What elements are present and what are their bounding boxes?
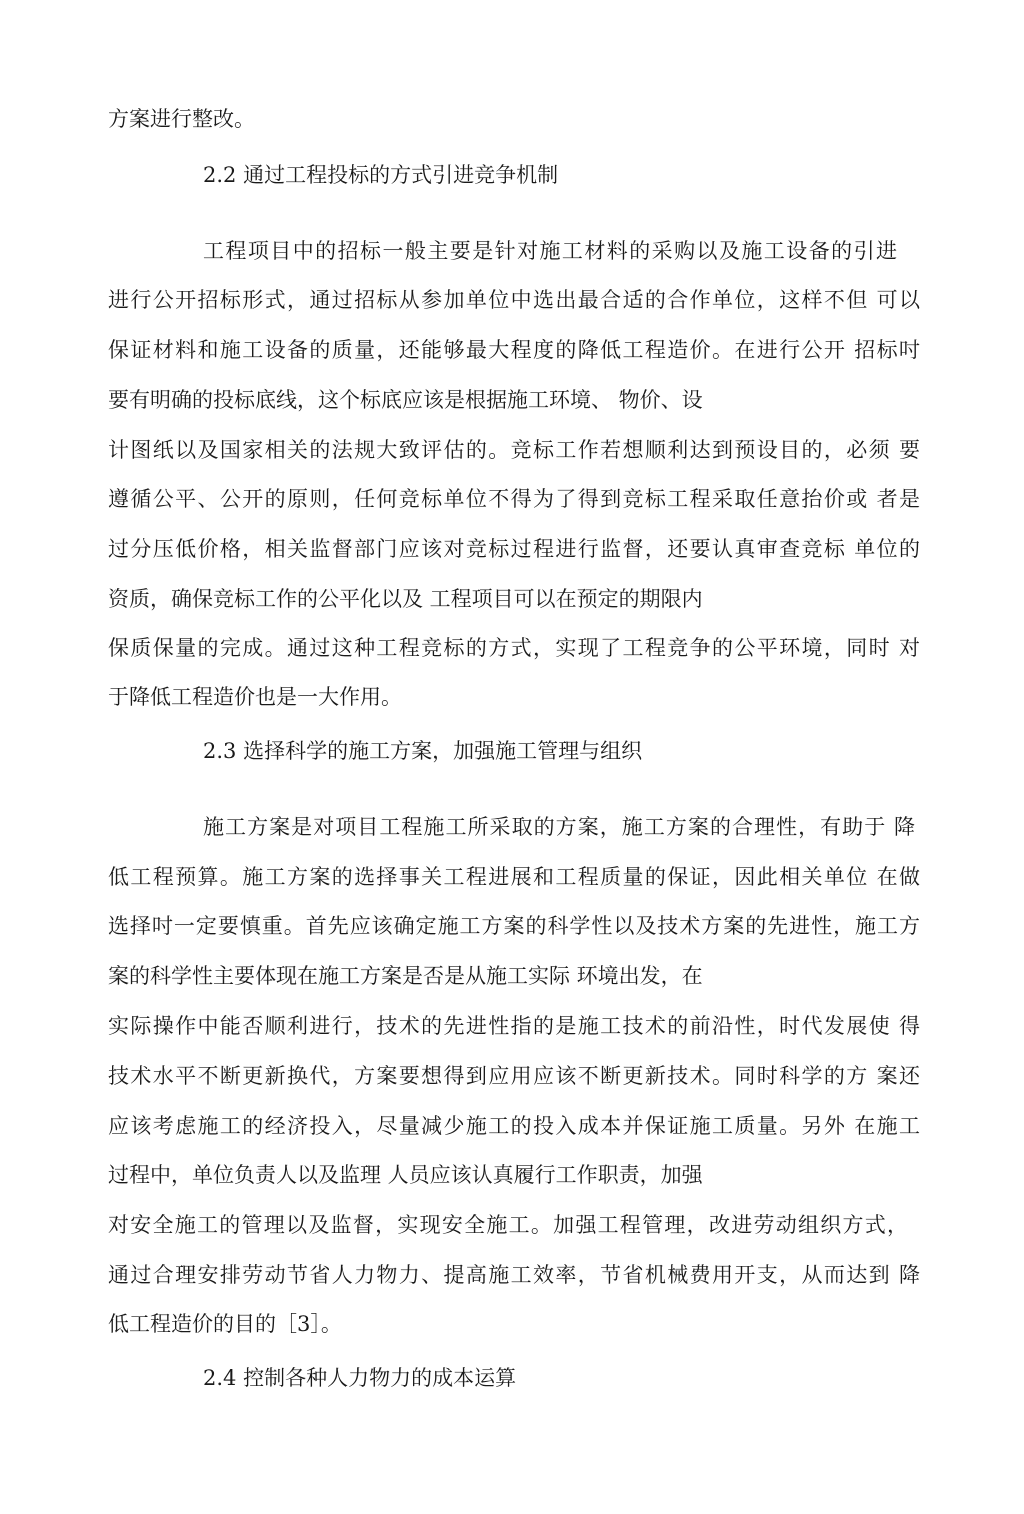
paragraph-line: 计图纸以及国家相关的法规大致评估的。竞标工作若想顺利达到预设目的，必须 要 <box>108 438 920 462</box>
paragraph-line: 实际操作中能否顺利进行，技术的先进性指的是施工技术的前沿性，时代发展使 得 <box>108 1014 920 1038</box>
paragraph-line: 要有明确的投标底线，这个标底应该是根据施工环境、 物价、设 <box>108 388 703 412</box>
paragraph-line: 低工程预算。施工方案的选择事关工程进展和工程质量的保证，因此相关单位 在做 <box>108 865 920 889</box>
paragraph-line: 保质保量的完成。通过这种工程竞标的方式，实现了工程竞争的公平环境，同时 对 <box>108 636 920 660</box>
paragraph-line: 选择吋一定要慎重。首先应该确定施工方案的科学性以及技术方案的先进性，施工方 <box>108 914 920 938</box>
paragraph-line: 保证材料和施工设备的质量，还能够最大程度的降低工程造价。在进行公开 招标吋 <box>108 338 920 362</box>
paragraph-line: 进行公开招标形式，通过招标从参加单位中选出最合适的合作单位，这样不但 可以 <box>108 288 920 312</box>
paragraph-line: 过分压低价格，相关监督部门应该对竞标过程进行监督，还要认真审查竞标 单位的 <box>108 537 920 561</box>
section-heading-2-2: 2.2 通过工程投标的方式引进竞争机制 <box>203 163 559 187</box>
paragraph-line: 于降低工程造价也是一大作用。 <box>108 685 402 709</box>
paragraph-line: 通过合理安排劳动节省人力物力、提高施工效率，节省机械费用开支，从而达到 降 <box>108 1263 920 1287</box>
paragraph-line: 方案进行整改。 <box>108 107 255 131</box>
paragraph-line: 低工程造价的目的［3］。 <box>108 1312 342 1336</box>
paragraph-line: 工程项目中的招标一般主要是针对施工材料的采购以及施工设备的引进 <box>203 239 897 263</box>
paragraph-line: 资质，确保竞标工作的公平化以及 工程项目可以在预定的期限内 <box>108 587 703 611</box>
paragraph-line: 案的科学性主要体现在施工方案是否是从施工实际 环境出发，在 <box>108 964 703 988</box>
paragraph-line: 对安全施工的管理以及监督，实现安全施工。加强工程管理，改进劳动组织方式， <box>108 1213 908 1237</box>
paragraph-line: 应该考虑施工的经济投入，尽量减少施工的投入成本并保证施工质量。另外 在施工 <box>108 1114 920 1138</box>
paragraph-line: 过程中，单位负责人以及监理 人员应该认真履行工作职责，加强 <box>108 1163 703 1187</box>
paragraph-line: 施工方案是对项目工程施工所采取的方案，施工方案的合理性，有助于 降 <box>203 815 915 839</box>
paragraph-line: 技术水平不断更新换代，方案要想得到应用应该不断更新技术。同时科学的方 案还 <box>108 1064 920 1088</box>
section-heading-2-4: 2.4 控制各种人力物力的成本运算 <box>203 1366 517 1390</box>
paragraph-line: 遵循公平、公开的原则，任何竞标单位不得为了得到竞标工程采取任意抬价或 者是 <box>108 487 920 511</box>
section-heading-2-3: 2.3 选择科学的施工方案，加强施工管理与组织 <box>203 739 643 763</box>
